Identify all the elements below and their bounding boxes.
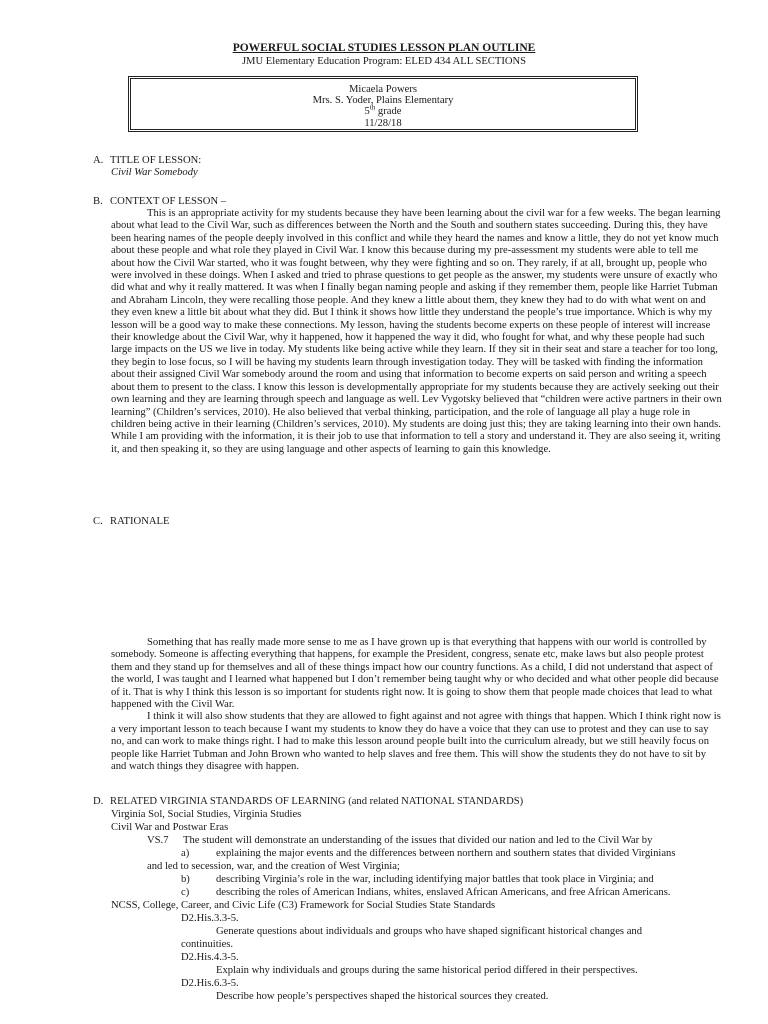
lesson-title-value: Civil War Somebody xyxy=(111,167,198,178)
d2-his-6-code: D2.His.6.3-5. xyxy=(181,978,239,989)
section-c-title: RATIONALE xyxy=(110,516,170,527)
context-paragraph: This is an appropriate activity for my students because they have been learning about the civil war for a few weeks. The began learning about what lead to the Civil War, such as differences between the North and the South and southern states succeeding. During this, they have been hearing names of the people deeply involved in this conflict and while they heard the names and know a little, they do not yet know much about these people and what role they played in Civil War. I know this because during my pre-assessment my students were able to tell me about how the Civil War started, who it was fought between, why they were fighting and so on. They rarely, if at all, brought up, people who were involved in these doings. When I asked and tried to phrase questions to get people as the answer, my students were unsure of exactly who did what and why it really mattered. It was when I finally began naming people and asking if they remember them, people like Harriet Tubman and Abraham Lincoln, they were recalling those people. And they knew a little about them, they knew they had to do with what went on and they even knew a little bit about what they did. But I think it shows how little they understand the people’s true importance. Which is why my lesson will be a good way to make these connections. My lesson, having the students become experts on these people of interest will increase their knowledge about the Civil War, why it happened, how it happened the way it did, who fought for what, and why these people had such large impacts on the US we live in today. My students like being active while they learn. If they sit in their seat and stare a teacher for too long, they begin to lose focus, so I will be having my students learn through investigation today. They will be tasked with finding the information about their assigned Civil War somebody around the room and using that information to become experts on said person and writing a speech about them to present to the class. I know this lesson is developmentally appropriate for my students because they are actively seeking out their own learning and they are learning through speech and language as well. Lev Vygotsky believed that “children were active partners in their own learning” (Children’s services, 2010). He also believed that verbal thinking, participation, and the role of language all play a huge role in children being active in their learning (Children’s services, 2010). My students are doing just this; they are taking learning into their own hands. While I am providing with the information, it is their job to use that information to tell a story and understand it. They are also seeing it, writing it, and then speaking it, so they are using language and other aspects of learning to gain this knowledge. xyxy=(111,208,722,455)
d2-his-3-code: D2.His.3.3-5. xyxy=(181,913,239,924)
vs7-a-continued: and led to secession, war, and the creation of West Virginia; xyxy=(147,861,400,872)
vs7-code: VS.7 xyxy=(147,835,169,846)
vs7-b-letter: b) xyxy=(181,874,190,885)
section-a-heading xyxy=(93,155,201,167)
vs7-c-text: describing the roles of American Indians, whites, enslaved African Americans, and free African Americans. xyxy=(216,887,671,898)
rationale-body xyxy=(111,637,723,773)
teacher-name: Micaela Powers xyxy=(349,84,417,95)
section-d-letter: D. xyxy=(93,796,104,807)
section-c-heading xyxy=(93,516,169,528)
vs7-b-text: describing Virginia’s role in the war, including identifying major battles that took place in Virginia; and xyxy=(216,874,654,885)
grade-word: grade xyxy=(375,106,402,118)
d2-his-4-code: D2.His.4.3-5. xyxy=(181,952,239,963)
vs7-text: The student will demonstrate an understanding of the issues that divided our nation and led to the Civil War by xyxy=(183,835,653,846)
vs7-c-letter: c) xyxy=(181,887,190,898)
section-d-title: RELATED VIRGINIA STANDARDS OF LEARNING (and related NATIONAL STANDARDS) xyxy=(110,796,524,807)
section-a-title: TITLE OF LESSON: xyxy=(110,155,202,166)
teacher-info-box xyxy=(128,76,638,132)
section-c-letter: C. xyxy=(93,516,103,527)
d2-his-6-text: Describe how people’s perspectives shaped the historical sources they created. xyxy=(216,991,549,1002)
rationale-paragraph-2: I think it will also show students that they are allowed to fight against and not agree with things that happen. Which I think right now is a very important lesson to teach because I want my students to know they do have a voice that they can use to protest and they can use to say no, and can work to make things right. I had to make this lesson around people built into the curriculum already, but we still heavily focus on people like Harriet Tubman and John Brown who wanted to help slaves and free them. This will show the students they do not have to sit by and watch things they disagree with happen. xyxy=(111,711,721,773)
d2-his-4-text: Explain why individuals and groups during the same historical period differed in their perspectives. xyxy=(216,965,638,976)
ncss-framework-line: NCSS, College, Career, and Civic Life (C3) Framework for Social Studies State Standards xyxy=(111,900,496,911)
section-b-title: CONTEXT OF LESSON – xyxy=(110,196,227,207)
section-a-letter: A. xyxy=(93,155,104,166)
vs7-a-text: explaining the major events and the differences between northern and southern states that divided Virginians xyxy=(216,848,676,859)
sol-subject-line: Virginia Sol, Social Studies, Virginia Studies xyxy=(111,809,302,820)
vs7-a-letter: a) xyxy=(181,848,190,859)
grade-number: 5 xyxy=(364,106,370,118)
document-subtitle: JMU Elementary Education Program: ELED 434 ALL SECTIONS xyxy=(241,56,527,67)
grade-level xyxy=(131,103,635,118)
section-d-heading xyxy=(93,796,523,808)
d2-his-3-text: Generate questions about individuals and groups who have shaped significant historical changes and xyxy=(216,926,642,937)
lesson-date: 11/28/18 xyxy=(364,117,402,129)
sol-era-line: Civil War and Postwar Eras xyxy=(111,822,229,833)
section-b-heading xyxy=(93,196,226,208)
school-name: Mrs. S. Yoder, Plains Elementary xyxy=(312,95,454,107)
document-title: POWERFUL SOCIAL STUDIES LESSON PLAN OUTLINE xyxy=(232,42,536,54)
grade-ordinal: th xyxy=(369,103,376,112)
rationale-paragraph-1: Something that has really made more sense to me as I have grown up is that everything that happens with our world is controlled by somebody. Someone is affecting everything that happens, for example the President, congress, senate etc, make laws but also people protest them and they stand up for themselves and all of these things impact how our country functions. As a child, I did not understand that aspect of the world, I was taught and I learned what happened but I don’t remember being taught why or who decided and what other people did because of it. That is why I think this lesson is so important for students right now. It is going to show them that people made choices that lead to what happened with the Civil War. xyxy=(111,637,719,711)
d2-his-3-continued: continuities. xyxy=(181,939,234,950)
context-body xyxy=(111,208,723,456)
section-b-letter: B. xyxy=(93,196,103,207)
